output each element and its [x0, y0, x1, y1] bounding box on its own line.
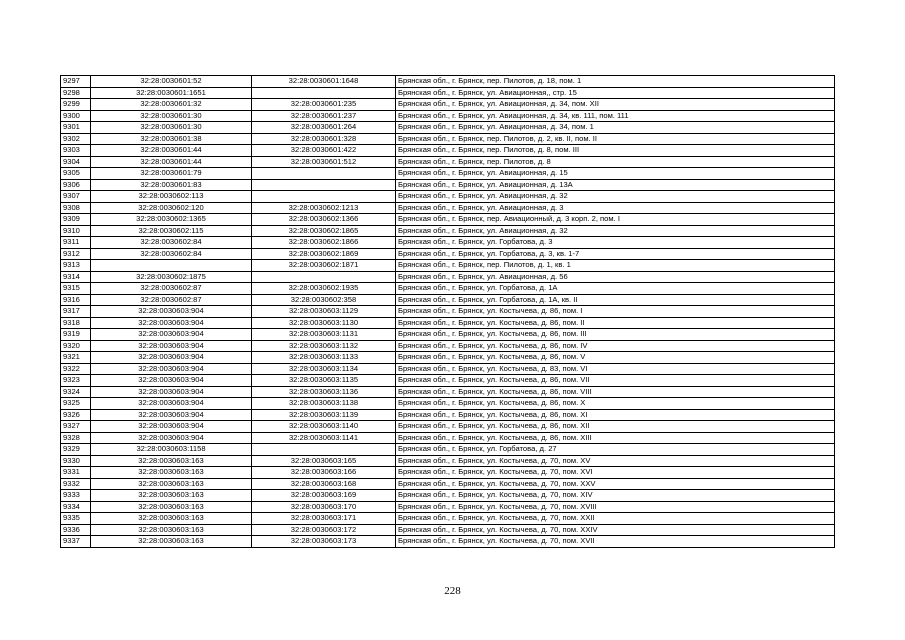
- address-cell: Брянская обл., г. Брянск, ул. Костычева, д. 86, пом. I: [396, 306, 835, 318]
- table-row: [61, 306, 835, 318]
- parent-cadastral-number-cell: 32:28:0030603:163: [91, 467, 252, 479]
- table-row: [61, 133, 835, 145]
- row-number-cell: 9333: [61, 490, 91, 502]
- address-cell: Брянская обл., г. Брянск, ул. Костычева, д. 86, пом. XIII: [396, 432, 835, 444]
- table-row: [61, 122, 835, 134]
- parent-cadastral-number-cell: 32:28:0030603:904: [91, 340, 252, 352]
- parent-cadastral-number-cell: 32:28:0030601:79: [91, 168, 252, 180]
- address-cell: Брянская обл., г. Брянск, пер. Пилотов, д. 18, пом. 1: [396, 76, 835, 88]
- parent-cadastral-number-cell: 32:28:0030602:120: [91, 202, 252, 214]
- cadastral-number-cell: [252, 168, 396, 180]
- row-number-cell: 9324: [61, 386, 91, 398]
- address-cell: Брянская обл., г. Брянск, ул. Авиационная, д. 34, кв. 111, пом. 111: [396, 110, 835, 122]
- address-cell: Брянская обл., г. Брянск, ул. Авиационная, д. 56: [396, 271, 835, 283]
- cadastral-number-cell: 32:28:0030603:1135: [252, 375, 396, 387]
- table-row: [61, 375, 835, 387]
- cadastral-number-cell: 32:28:0030601:512: [252, 156, 396, 168]
- address-cell: Брянская обл., г. Брянск, ул. Авиационная,, стр. 15: [396, 87, 835, 99]
- table-row: [61, 524, 835, 536]
- cadastral-number-cell: 32:28:0030601:328: [252, 133, 396, 145]
- table-row: [61, 110, 835, 122]
- address-cell: Брянская обл., г. Брянск, пер. Пилотов, д. 8, пом. III: [396, 145, 835, 157]
- parent-cadastral-number-cell: 32:28:0030603:904: [91, 386, 252, 398]
- address-cell: Брянская обл., г. Брянск, ул. Костычева, д. 70, пом. XVI: [396, 467, 835, 479]
- parent-cadastral-number-cell: 32:28:0030603:904: [91, 409, 252, 421]
- table-row: [61, 76, 835, 88]
- cadastral-number-cell: 32:28:0030603:1129: [252, 306, 396, 318]
- address-cell: Брянская обл., г. Брянск, пер. Пилотов, д. 2, кв. II, пом. II: [396, 133, 835, 145]
- row-number-cell: 9299: [61, 99, 91, 111]
- address-cell: Брянская обл., г. Брянск, ул. Костычева, д. 86, пом. IV: [396, 340, 835, 352]
- parent-cadastral-number-cell: [91, 260, 252, 272]
- row-number-cell: 9327: [61, 421, 91, 433]
- parent-cadastral-number-cell: 32:28:0030603:904: [91, 432, 252, 444]
- row-number-cell: 9302: [61, 133, 91, 145]
- address-cell: Брянская обл., г. Брянск, ул. Костычева, д. 86, пом. V: [396, 352, 835, 364]
- row-number-cell: 9312: [61, 248, 91, 260]
- address-cell: Брянская обл., г. Брянск, ул. Авиационная, д. 3: [396, 202, 835, 214]
- parent-cadastral-number-cell: 32:28:0030602:113: [91, 191, 252, 203]
- table-row: [61, 444, 835, 456]
- parent-cadastral-number-cell: 32:28:0030601:1651: [91, 87, 252, 99]
- cadastral-number-cell: 32:28:0030603:1133: [252, 352, 396, 364]
- row-number-cell: 9330: [61, 455, 91, 467]
- row-number-cell: 9321: [61, 352, 91, 364]
- parent-cadastral-number-cell: 32:28:0030602:84: [91, 237, 252, 249]
- parent-cadastral-number-cell: 32:28:0030603:904: [91, 375, 252, 387]
- row-number-cell: 9316: [61, 294, 91, 306]
- cadastral-number-cell: [252, 271, 396, 283]
- table-row: [61, 271, 835, 283]
- table-row: [61, 467, 835, 479]
- address-cell: Брянская обл., г. Брянск, ул. Костычева, д. 86, пом. II: [396, 317, 835, 329]
- row-number-cell: 9320: [61, 340, 91, 352]
- table-row: [61, 317, 835, 329]
- table-row: [61, 294, 835, 306]
- table-row: [61, 432, 835, 444]
- table-row: [61, 398, 835, 410]
- table-row: [61, 409, 835, 421]
- cadastral-number-cell: [252, 191, 396, 203]
- parent-cadastral-number-cell: 32:28:0030603:163: [91, 524, 252, 536]
- cadastral-number-cell: 32:28:0030603:1141: [252, 432, 396, 444]
- cadastral-number-cell: 32:28:0030602:1213: [252, 202, 396, 214]
- cadastral-number-cell: 32:28:0030601:237: [252, 110, 396, 122]
- parent-cadastral-number-cell: 32:28:0030603:163: [91, 478, 252, 490]
- table-row: [61, 386, 835, 398]
- table-row: [61, 490, 835, 502]
- address-cell: Брянская обл., г. Брянск, ул. Авиационная, д. 34, пом. XII: [396, 99, 835, 111]
- parent-cadastral-number-cell: 32:28:0030601:30: [91, 110, 252, 122]
- parent-cadastral-number-cell: 32:28:0030602:84: [91, 248, 252, 260]
- parent-cadastral-number-cell: 32:28:0030603:163: [91, 490, 252, 502]
- parent-cadastral-number-cell: 32:28:0030603:1158: [91, 444, 252, 456]
- cadastral-number-cell: 32:28:0030602:1869: [252, 248, 396, 260]
- cadastral-number-cell: 32:28:0030603:171: [252, 513, 396, 525]
- cadastral-number-cell: 32:28:0030602:1866: [252, 237, 396, 249]
- table-row: [61, 248, 835, 260]
- address-cell: Брянская обл., г. Брянск, ул. Костычева, д. 86, пом. VII: [396, 375, 835, 387]
- address-cell: Брянская обл., г. Брянск, ул. Авиационная, д. 32: [396, 225, 835, 237]
- address-cell: Брянская обл., г. Брянск, ул. Костычева, д. 70, пом. XXIV: [396, 524, 835, 536]
- parent-cadastral-number-cell: 32:28:0030603:904: [91, 421, 252, 433]
- row-number-cell: 9323: [61, 375, 91, 387]
- table-row: [61, 536, 835, 548]
- table-row: [61, 168, 835, 180]
- address-cell: Брянская обл., г. Брянск, ул. Костычева, д. 83, пом. VI: [396, 363, 835, 375]
- cadastral-number-cell: 32:28:0030601:1648: [252, 76, 396, 88]
- cadastral-number-cell: 32:28:0030602:1366: [252, 214, 396, 226]
- table-row: [61, 363, 835, 375]
- parent-cadastral-number-cell: 32:28:0030601:44: [91, 156, 252, 168]
- row-number-cell: 9305: [61, 168, 91, 180]
- address-cell: Брянская обл., г. Брянск, ул. Костычева, д. 70, пом. XIV: [396, 490, 835, 502]
- row-number-cell: 9297: [61, 76, 91, 88]
- cadastral-number-cell: 32:28:0030603:1140: [252, 421, 396, 433]
- address-cell: Брянская обл., г. Брянск, пер. Авиационный, д. 3 корп. 2, пом. I: [396, 214, 835, 226]
- parent-cadastral-number-cell: 32:28:0030602:1875: [91, 271, 252, 283]
- cadastral-number-cell: 32:28:0030603:166: [252, 467, 396, 479]
- address-cell: Брянская обл., г. Брянск, ул. Горбатова, д. 27: [396, 444, 835, 456]
- parent-cadastral-number-cell: 32:28:0030603:904: [91, 317, 252, 329]
- parent-cadastral-number-cell: 32:28:0030603:163: [91, 455, 252, 467]
- row-number-cell: 9317: [61, 306, 91, 318]
- row-number-cell: 9304: [61, 156, 91, 168]
- row-number-cell: 9303: [61, 145, 91, 157]
- cadastral-number-cell: 32:28:0030603:1132: [252, 340, 396, 352]
- address-cell: Брянская обл., г. Брянск, ул. Костычева, д. 86, пом. VIII: [396, 386, 835, 398]
- address-cell: Брянская обл., г. Брянск, ул. Костычева, д. 70, пом. XXII: [396, 513, 835, 525]
- address-cell: Брянская обл., г. Брянск, ул. Авиационная, д. 13А: [396, 179, 835, 191]
- address-cell: Брянская обл., г. Брянск, пер. Пилотов, д. 8: [396, 156, 835, 168]
- row-number-cell: 9326: [61, 409, 91, 421]
- cadastral-number-cell: 32:28:0030603:165: [252, 455, 396, 467]
- address-cell: Брянская обл., г. Брянск, ул. Костычева, д. 70, пом. XVIII: [396, 501, 835, 513]
- row-number-cell: 9332: [61, 478, 91, 490]
- row-number-cell: 9329: [61, 444, 91, 456]
- cadastral-number-cell: 32:28:0030603:1138: [252, 398, 396, 410]
- table-row: [61, 455, 835, 467]
- cadastral-number-cell: 32:28:0030601:422: [252, 145, 396, 157]
- cadastral-number-cell: 32:28:0030603:173: [252, 536, 396, 548]
- address-cell: Брянская обл., г. Брянск, ул. Горбатова, д. 1А: [396, 283, 835, 295]
- address-cell: Брянская обл., г. Брянск, пер. Пилотов, д. 1, кв. 1: [396, 260, 835, 272]
- row-number-cell: 9336: [61, 524, 91, 536]
- cadastral-number-cell: 32:28:0030603:1131: [252, 329, 396, 341]
- row-number-cell: 9300: [61, 110, 91, 122]
- cadastral-number-cell: 32:28:0030603:169: [252, 490, 396, 502]
- table-row: [61, 237, 835, 249]
- table-row: [61, 478, 835, 490]
- address-cell: Брянская обл., г. Брянск, ул. Горбатова, д. 1А, кв. II: [396, 294, 835, 306]
- table-row: [61, 191, 835, 203]
- cadastral-number-cell: [252, 87, 396, 99]
- row-number-cell: 9318: [61, 317, 91, 329]
- address-cell: Брянская обл., г. Брянск, ул. Костычева, д. 70, пом. XVII: [396, 536, 835, 548]
- row-number-cell: 9335: [61, 513, 91, 525]
- parent-cadastral-number-cell: 32:28:0030603:904: [91, 306, 252, 318]
- parent-cadastral-number-cell: 32:28:0030601:83: [91, 179, 252, 191]
- row-number-cell: 9308: [61, 202, 91, 214]
- row-number-cell: 9307: [61, 191, 91, 203]
- cadastral-number-cell: 32:28:0030603:1130: [252, 317, 396, 329]
- address-cell: Брянская обл., г. Брянск, ул. Авиационная, д. 15: [396, 168, 835, 180]
- parent-cadastral-number-cell: 32:28:0030603:163: [91, 501, 252, 513]
- cadastral-number-cell: [252, 444, 396, 456]
- parent-cadastral-number-cell: 32:28:0030603:904: [91, 329, 252, 341]
- parent-cadastral-number-cell: 32:28:0030603:904: [91, 352, 252, 364]
- table-row: [61, 214, 835, 226]
- parent-cadastral-number-cell: 32:28:0030601:38: [91, 133, 252, 145]
- parent-cadastral-number-cell: 32:28:0030602:115: [91, 225, 252, 237]
- table-row: [61, 329, 835, 341]
- parent-cadastral-number-cell: 32:28:0030602:87: [91, 294, 252, 306]
- cadastral-number-cell: 32:28:0030603:1139: [252, 409, 396, 421]
- row-number-cell: 9306: [61, 179, 91, 191]
- table-row: [61, 340, 835, 352]
- address-cell: Брянская обл., г. Брянск, ул. Костычева, д. 86, пом. XI: [396, 409, 835, 421]
- row-number-cell: 9328: [61, 432, 91, 444]
- cadastral-number-cell: 32:28:0030601:235: [252, 99, 396, 111]
- parent-cadastral-number-cell: 32:28:0030603:904: [91, 363, 252, 375]
- address-cell: Брянская обл., г. Брянск, ул. Костычева, д. 86, пом. X: [396, 398, 835, 410]
- address-cell: Брянская обл., г. Брянск, ул. Авиационная, д. 32: [396, 191, 835, 203]
- row-number-cell: 9298: [61, 87, 91, 99]
- cadastral-number-cell: 32:28:0030603:1136: [252, 386, 396, 398]
- table-row: [61, 179, 835, 191]
- address-cell: Брянская обл., г. Брянск, ул. Костычева, д. 70, пом. XXV: [396, 478, 835, 490]
- parent-cadastral-number-cell: 32:28:0030602:87: [91, 283, 252, 295]
- row-number-cell: 9319: [61, 329, 91, 341]
- parent-cadastral-number-cell: 32:28:0030603:163: [91, 513, 252, 525]
- parent-cadastral-number-cell: 32:28:0030603:163: [91, 536, 252, 548]
- row-number-cell: 9315: [61, 283, 91, 295]
- table-row: [61, 260, 835, 272]
- row-number-cell: 9311: [61, 237, 91, 249]
- table-row: [61, 501, 835, 513]
- address-cell: Брянская обл., г. Брянск, ул. Костычева, д. 86, пом. III: [396, 329, 835, 341]
- row-number-cell: 9322: [61, 363, 91, 375]
- page-number: 228: [444, 585, 461, 597]
- parent-cadastral-number-cell: 32:28:0030603:904: [91, 398, 252, 410]
- table-row: [61, 202, 835, 214]
- table-row: [61, 513, 835, 525]
- address-cell: Брянская обл., г. Брянск, ул. Горбатова, д. 3, кв. 1-7: [396, 248, 835, 260]
- cadastral-number-cell: 32:28:0030602:358: [252, 294, 396, 306]
- parent-cadastral-number-cell: 32:28:0030601:30: [91, 122, 252, 134]
- table-row: [61, 225, 835, 237]
- cadastral-number-cell: [252, 179, 396, 191]
- row-number-cell: 9337: [61, 536, 91, 548]
- table-row: [61, 421, 835, 433]
- address-cell: Брянская обл., г. Брянск, ул. Костычева, д. 86, пом. XII: [396, 421, 835, 433]
- address-cell: Брянская обл., г. Брянск, ул. Костычева, д. 70, пом. XV: [396, 455, 835, 467]
- row-number-cell: 9309: [61, 214, 91, 226]
- registry-table-body: [61, 76, 835, 548]
- table-row: [61, 352, 835, 364]
- parent-cadastral-number-cell: 32:28:0030602:1365: [91, 214, 252, 226]
- cadastral-number-cell: 32:28:0030602:1935: [252, 283, 396, 295]
- cadastral-number-cell: 32:28:0030603:168: [252, 478, 396, 490]
- row-number-cell: 9310: [61, 225, 91, 237]
- cadastral-number-cell: 32:28:0030602:1871: [252, 260, 396, 272]
- parent-cadastral-number-cell: 32:28:0030601:32: [91, 99, 252, 111]
- row-number-cell: 9334: [61, 501, 91, 513]
- cadastral-number-cell: 32:28:0030601:264: [252, 122, 396, 134]
- table-row: [61, 145, 835, 157]
- parent-cadastral-number-cell: 32:28:0030601:52: [91, 76, 252, 88]
- address-cell: Брянская обл., г. Брянск, ул. Горбатова, д. 3: [396, 237, 835, 249]
- cadastral-number-cell: 32:28:0030603:172: [252, 524, 396, 536]
- cadastral-registry-table: [60, 75, 835, 548]
- row-number-cell: 9331: [61, 467, 91, 479]
- table-row: [61, 87, 835, 99]
- cadastral-number-cell: 32:28:0030602:1865: [252, 225, 396, 237]
- cadastral-number-cell: 32:28:0030603:170: [252, 501, 396, 513]
- row-number-cell: 9314: [61, 271, 91, 283]
- table-row: [61, 99, 835, 111]
- address-cell: Брянская обл., г. Брянск, ул. Авиационная, д. 34, пом. 1: [396, 122, 835, 134]
- row-number-cell: 9313: [61, 260, 91, 272]
- table-row: [61, 283, 835, 295]
- parent-cadastral-number-cell: 32:28:0030601:44: [91, 145, 252, 157]
- row-number-cell: 9325: [61, 398, 91, 410]
- cadastral-number-cell: 32:28:0030603:1134: [252, 363, 396, 375]
- table-row: [61, 156, 835, 168]
- row-number-cell: 9301: [61, 122, 91, 134]
